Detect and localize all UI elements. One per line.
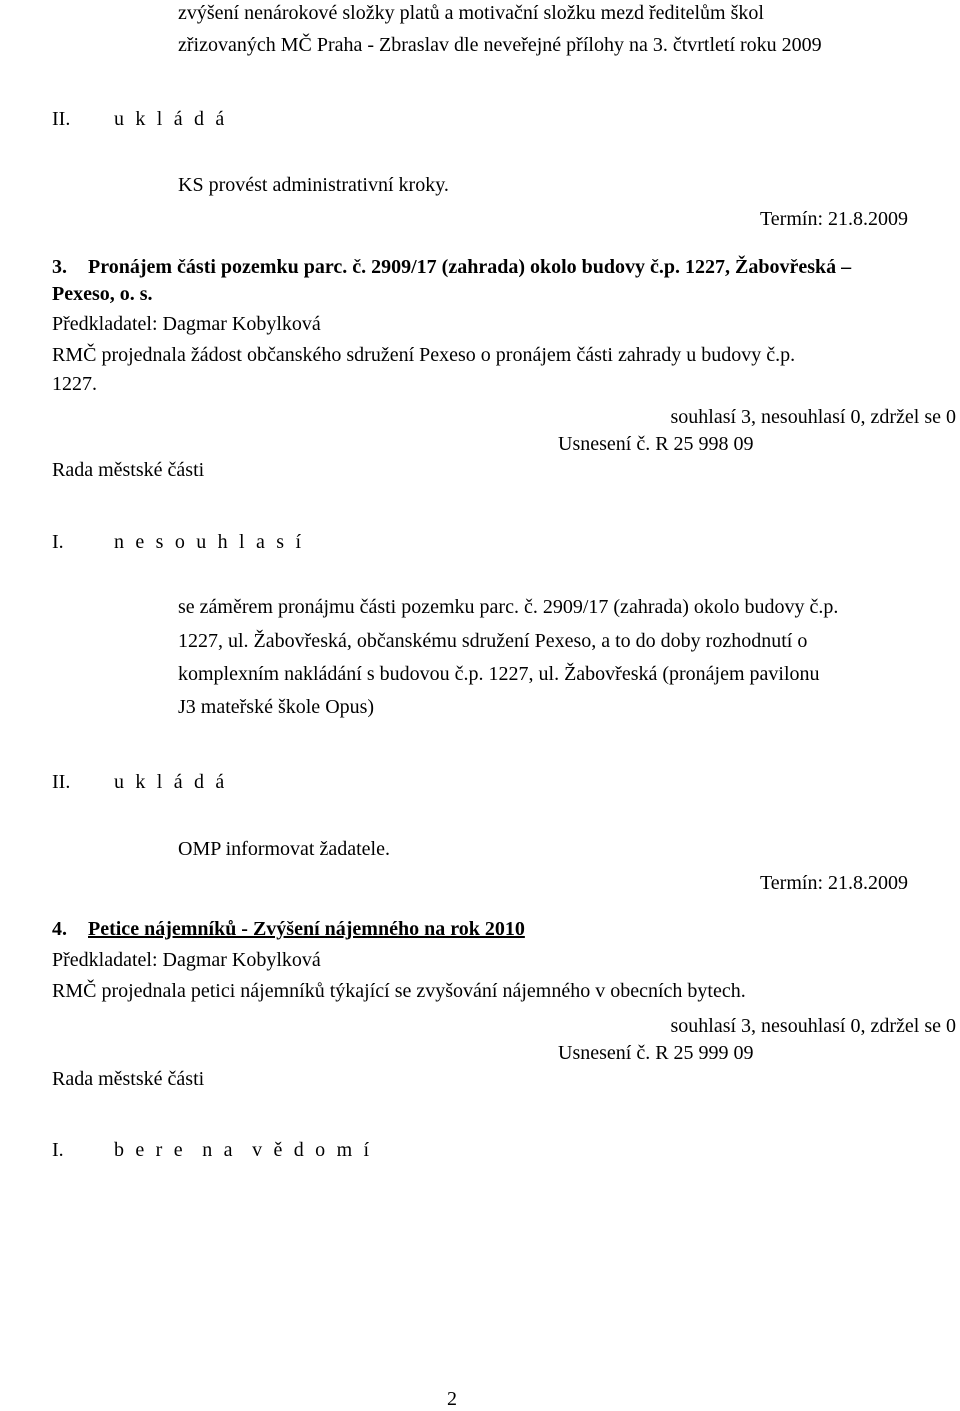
- resolution-number: Usnesení č. R 25 999 09: [558, 1042, 754, 1064]
- resolution-number: Usnesení č. R 25 998 09: [558, 433, 754, 455]
- decision-numeral: II.: [52, 108, 71, 130]
- decision-verb: u k l á d á: [114, 771, 228, 793]
- decision-verb: n e s o u h l a s í: [114, 531, 305, 553]
- intro-text-cont: 1227.: [52, 373, 97, 395]
- council-label: Rada městské části: [52, 459, 205, 481]
- council-label: Rada městské části: [52, 1068, 205, 1090]
- presenter: Předkladatel: Dagmar Kobylková: [52, 313, 321, 335]
- intro-text: RMČ projednala žádost občanského sdružení Pexeso o pronájem části zahrady u budovy č.p.: [52, 344, 796, 366]
- vote-result: souhlasí 3, nesouhlasí 0, zdržel se 0: [670, 1015, 956, 1037]
- decision-text-line: komplexním nakládání s budovou č.p. 1227, ul. Žabovřeská (pronájem pavilonu: [178, 663, 820, 685]
- decision-numeral: II.: [52, 771, 71, 793]
- decision-numeral: I.: [52, 1139, 64, 1161]
- deadline: Termín: 21.8.2009: [759, 208, 908, 230]
- item-title-cont: Pexeso, o. s.: [52, 283, 153, 305]
- deadline: Termín: 21.8.2009: [759, 872, 908, 894]
- intro-text: RMČ projednala petici nájemníků týkající se zvyšování nájemného v obecních bytech.: [52, 980, 746, 1002]
- decision-numeral: I.: [52, 531, 64, 553]
- decision-text-line: se záměrem pronájmu části pozemku parc. č. 2909/17 (zahrada) okolo budovy č.p.: [178, 596, 839, 618]
- item-number: 4.: [52, 918, 67, 940]
- decision-text: OMP informovat žadatele.: [178, 838, 390, 860]
- item-title: Petice nájemníků - Zvýšení nájemného na rok 2010: [88, 918, 525, 940]
- decision-text: KS provést administrativní kroky.: [178, 174, 449, 196]
- vote-result: souhlasí 3, nesouhlasí 0, zdržel se 0: [670, 406, 956, 428]
- decision-text-line: J3 mateřské škole Opus): [178, 696, 375, 718]
- continuation-line-1: zvýšení nenárokové složky platů a motivační složku mezd ředitelům škol: [178, 2, 764, 24]
- item-title: Pronájem části pozemku parc. č. 2909/17 (zahrada) okolo budovy č.p. 1227, Žabovřeská –: [88, 256, 852, 278]
- decision-text-line: 1227, ul. Žabovřeská, občanskému sdružení Pexeso, a to do doby rozhodnutí o: [178, 630, 808, 652]
- continuation-line-2: zřizovaných MČ Praha - Zbraslav dle neveřejné přílohy na 3. čtvrtletí roku 2009: [178, 34, 822, 56]
- item-number: 3.: [52, 256, 67, 278]
- decision-verb: u k l á d á: [114, 108, 228, 130]
- page-number: 2: [447, 1388, 457, 1410]
- decision-verb: b e r e n a v ě d o m í: [114, 1139, 373, 1161]
- presenter: Předkladatel: Dagmar Kobylková: [52, 949, 321, 971]
